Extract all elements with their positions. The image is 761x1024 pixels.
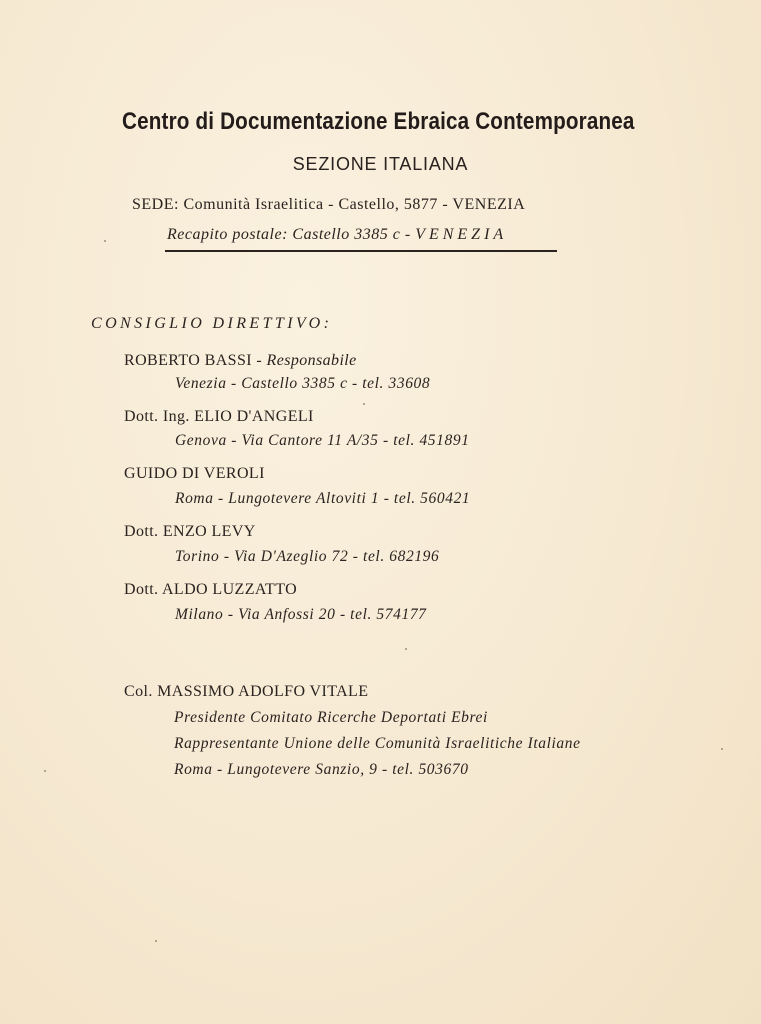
paper-speck [104, 240, 106, 242]
member-role: Responsabile [266, 352, 357, 369]
member-name: Dott. Ing. ELIO D'ANGELI [124, 408, 314, 425]
member-address: Roma - Lungotevere Altoviti 1 - tel. 560421 [175, 490, 471, 507]
paper-speck [44, 770, 46, 772]
sede-address: SEDE: Comunità Israelitica - Castello, 5877 - VENEZIA [132, 196, 526, 213]
paper-speck [405, 648, 407, 650]
header-divider [165, 250, 557, 252]
member-name-text: ROBERTO BASSI - [124, 352, 267, 369]
member-address: Milano - Via Anfossi 20 - tel. 574177 [175, 606, 427, 623]
section-subtitle: SEZIONE ITALIANA [292, 154, 469, 174]
member-detail-line: Presidente Comitato Ricerche Deportati Ebrei [174, 709, 488, 726]
member-name: Dott. ALDO LUZZATTO [124, 581, 298, 598]
postal-address-city: VENEZIA [415, 226, 508, 243]
member-name: Dott. ENZO LEVY [124, 523, 256, 540]
member-address: Venezia - Castello 3385 c - tel. 33608 [175, 375, 431, 392]
member-address: Genova - Via Cantore 11 A/35 - tel. 451891 [175, 432, 470, 449]
member-name: Col. MASSIMO ADOLFO VITALE [124, 683, 369, 700]
member-address: Torino - Via D'Azeglio 72 - tel. 682196 [175, 548, 440, 565]
paper-speck [155, 940, 157, 942]
member-address: Roma - Lungotevere Sanzio, 9 - tel. 503670 [174, 761, 469, 778]
council-heading: CONSIGLIO DIRETTIVO: [91, 315, 333, 332]
document-title: Centro di Documentazione Ebraica Contemporanea [122, 108, 635, 135]
member-detail-line: Rappresentante Unione delle Comunità Israelitiche Italiane [174, 735, 581, 752]
member-name: GUIDO DI VEROLI [124, 465, 265, 482]
postal-address [167, 226, 507, 244]
paper-speck [721, 748, 723, 750]
paper-speck [363, 403, 365, 405]
postal-address-label: Recapito postale: Castello 3385 c - [167, 226, 416, 243]
member-name [124, 352, 357, 370]
